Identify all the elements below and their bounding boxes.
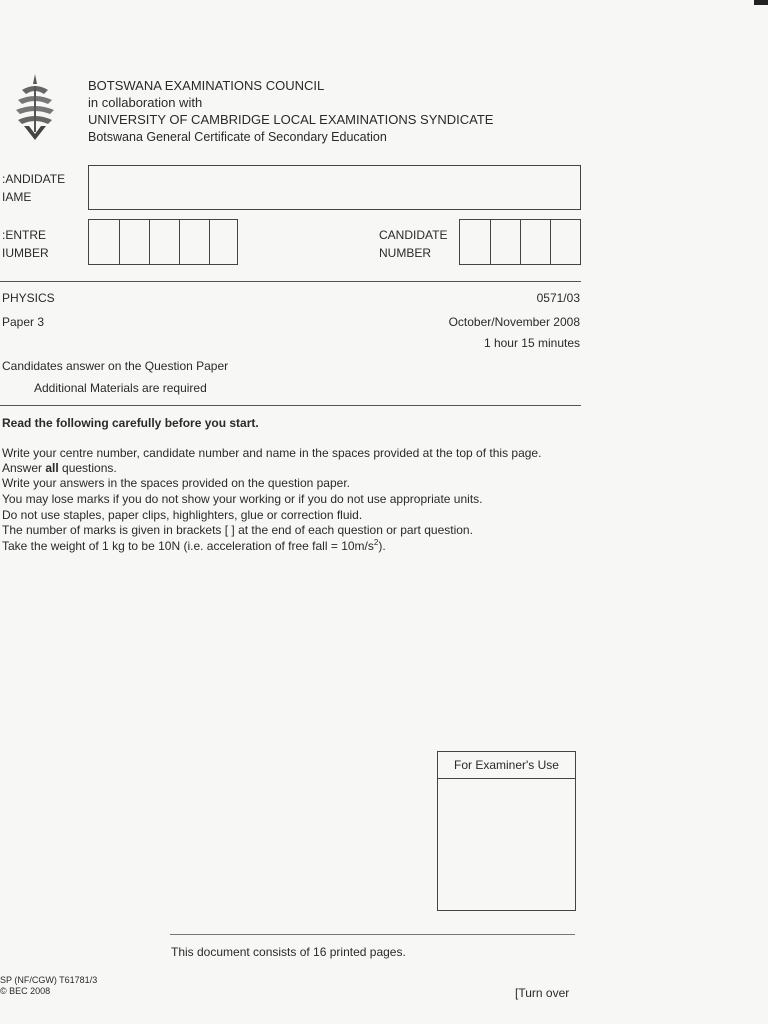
certificate-name: Botswana General Certificate of Secondary Education bbox=[88, 130, 387, 144]
candidate-number-field[interactable] bbox=[459, 219, 581, 265]
bec-logo-icon bbox=[10, 72, 60, 144]
org-name: BOTSWANA EXAMINATIONS COUNCIL bbox=[88, 78, 325, 93]
candidate-name-label: :ANDIDATE IAME bbox=[2, 172, 66, 204]
turn-over: [Turn over bbox=[515, 986, 570, 1000]
examiner-use-label: For Examiner's Use bbox=[454, 758, 559, 772]
divider bbox=[170, 934, 575, 935]
page-count: This document consists of 16 printed pages. bbox=[171, 945, 406, 959]
centre-number-label: :ENTRE IUMBER bbox=[2, 228, 49, 260]
instruction-line: Answer all questions. bbox=[2, 461, 117, 475]
collab-text: in collaboration with bbox=[88, 95, 203, 110]
divider bbox=[0, 281, 581, 282]
scan-corner-mark bbox=[754, 0, 768, 5]
document-reference: SP (NF/CGW) T61781/3 © BEC 2008 bbox=[0, 975, 98, 996]
candidate-name-field[interactable] bbox=[88, 165, 581, 210]
exam-session: October/November 2008 bbox=[448, 315, 580, 329]
instruction-line: Do not use staples, paper clips, highlighters, glue or correction fluid. bbox=[2, 508, 363, 522]
instruction-line: Take the weight of 1 kg to be 10N (i.e. acceleration of free fall = $10m/s^2$). bbox=[2, 538, 386, 553]
instructions-heading: Read the following carefully before you start. bbox=[2, 416, 259, 430]
paper-number: Paper 3 bbox=[2, 315, 45, 329]
materials-note: Additional Materials are required bbox=[34, 381, 207, 395]
answer-instruction: Candidates answer on the Question Paper bbox=[2, 359, 229, 373]
instruction-line: You may lose marks if you do not show your working or if you do not use appropriate units. bbox=[2, 492, 483, 506]
divider bbox=[0, 405, 581, 406]
syndicate-name: UNIVERSITY OF CAMBRIDGE LOCAL EXAMINATIONS SYNDICATE bbox=[88, 112, 494, 127]
paper-code: 0571/03 bbox=[536, 291, 580, 305]
instruction-line: The number of marks is given in brackets [ ] at the end of each question or part question. bbox=[2, 523, 473, 537]
candidate-number-label: CANDIDATE NUMBER bbox=[379, 228, 448, 260]
exam-duration: 1 hour 15 minutes bbox=[483, 336, 580, 350]
centre-number-field[interactable] bbox=[88, 219, 238, 265]
examiner-use-box[interactable] bbox=[437, 751, 576, 911]
subject: PHYSICS bbox=[2, 291, 55, 305]
instruction-line: Write your centre number, candidate number and name in the spaces provided at the top of this page. bbox=[2, 446, 542, 460]
instruction-line: Write your answers in the spaces provided on the question paper. bbox=[2, 476, 350, 490]
